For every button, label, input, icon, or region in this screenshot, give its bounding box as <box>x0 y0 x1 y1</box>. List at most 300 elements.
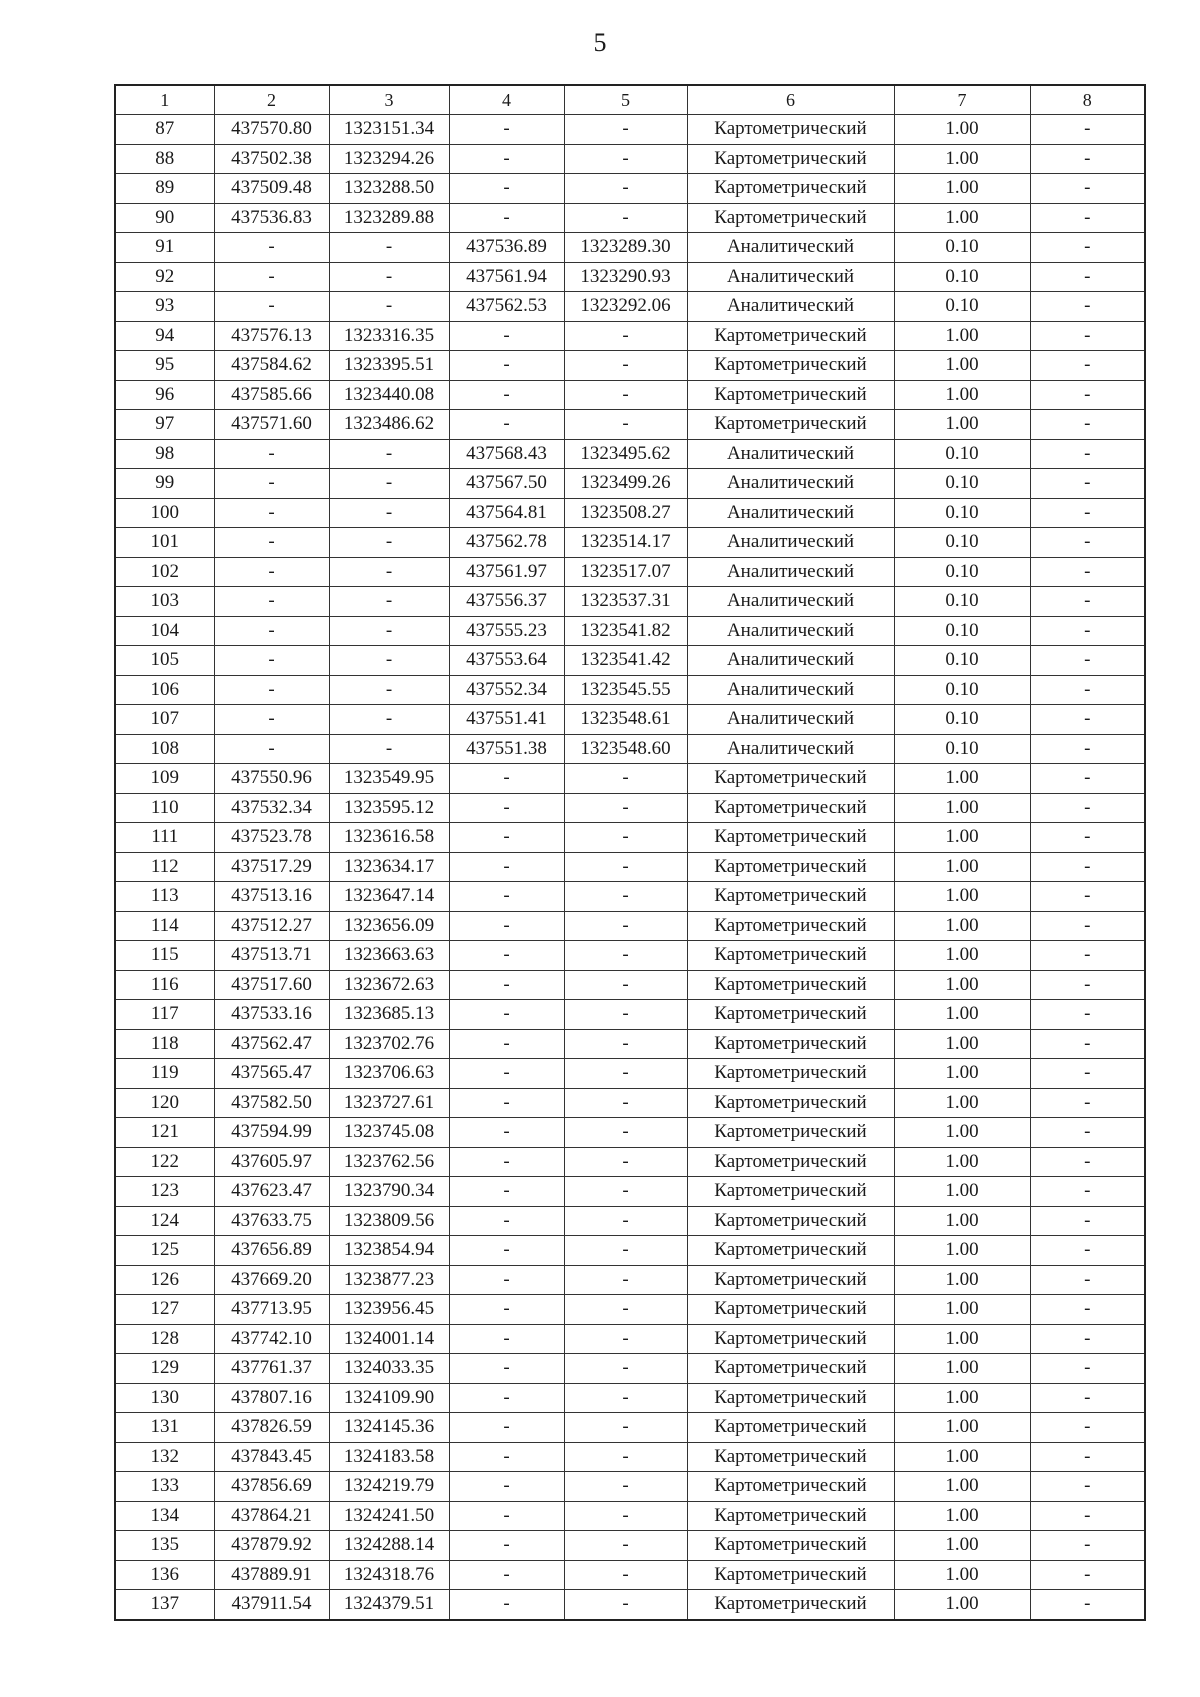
table-row <box>115 174 1145 204</box>
table-cell: 1323495.62 <box>564 439 687 469</box>
table-cell: - <box>449 1118 564 1148</box>
table-cell: 125 <box>115 1236 214 1266</box>
table-cell: - <box>1030 823 1145 853</box>
table-cell: 0.10 <box>894 528 1030 558</box>
table-cell: 1323702.76 <box>329 1029 449 1059</box>
table-cell: - <box>564 1324 687 1354</box>
table-cell: - <box>564 174 687 204</box>
table-cell: 0.10 <box>894 557 1030 587</box>
table-cell: - <box>1030 1354 1145 1384</box>
table-cell: 1323294.26 <box>329 144 449 174</box>
table-cell: 103 <box>115 587 214 617</box>
table-cell: Картометрический <box>687 1413 894 1443</box>
table-cell: - <box>449 1413 564 1443</box>
table-cell: 1323440.08 <box>329 380 449 410</box>
table-cell: 437551.41 <box>449 705 564 735</box>
table-cell: - <box>1030 793 1145 823</box>
table-cell: Картометрический <box>687 1029 894 1059</box>
table-cell: 120 <box>115 1088 214 1118</box>
table-cell: 437561.94 <box>449 262 564 292</box>
table-cell: - <box>214 705 329 735</box>
table-cell: - <box>1030 1383 1145 1413</box>
table-cell: 437807.16 <box>214 1383 329 1413</box>
table-cell: 135 <box>115 1531 214 1561</box>
table-cell: Аналитический <box>687 233 894 263</box>
table-cell: - <box>1030 882 1145 912</box>
table-cell: Картометрический <box>687 1501 894 1531</box>
table-cell: Картометрический <box>687 1059 894 1089</box>
table-cell: - <box>449 1354 564 1384</box>
table-cell: 97 <box>115 410 214 440</box>
table-cell: - <box>449 1590 564 1620</box>
table-cell: 94 <box>115 321 214 351</box>
table-cell: Картометрический <box>687 1206 894 1236</box>
table-cell: - <box>564 380 687 410</box>
table-row <box>115 498 1145 528</box>
table-row <box>115 970 1145 1000</box>
table-cell: - <box>564 764 687 794</box>
table-cell: - <box>329 292 449 322</box>
table-cell: - <box>214 734 329 764</box>
table-cell: 1.00 <box>894 1265 1030 1295</box>
table-cell: Картометрический <box>687 410 894 440</box>
table-cell: 1324145.36 <box>329 1413 449 1443</box>
table-cell: - <box>564 1147 687 1177</box>
table-cell: - <box>1030 380 1145 410</box>
table-cell: Картометрический <box>687 1324 894 1354</box>
table-cell: 437761.37 <box>214 1354 329 1384</box>
table-row <box>115 1413 1145 1443</box>
table-cell: - <box>449 1000 564 1030</box>
table-cell: - <box>1030 1206 1145 1236</box>
table-cell: - <box>449 793 564 823</box>
table-row <box>115 1295 1145 1325</box>
table-row <box>115 1000 1145 1030</box>
table-cell: 0.10 <box>894 469 1030 499</box>
table-cell: 130 <box>115 1383 214 1413</box>
table-cell: - <box>1030 1236 1145 1266</box>
table-cell: 437562.53 <box>449 292 564 322</box>
table-cell: Аналитический <box>687 498 894 528</box>
table-cell: - <box>1030 911 1145 941</box>
table-cell: 89 <box>115 174 214 204</box>
table-cell: 105 <box>115 646 214 676</box>
table-cell: 1.00 <box>894 911 1030 941</box>
table-row <box>115 911 1145 941</box>
table-cell: - <box>329 616 449 646</box>
header-cell: 8 <box>1030 85 1145 115</box>
table-cell: - <box>1030 616 1145 646</box>
table-cell: 437509.48 <box>214 174 329 204</box>
table-cell: - <box>564 970 687 1000</box>
table-cell: - <box>564 1383 687 1413</box>
table-cell: 107 <box>115 705 214 735</box>
table-cell: 0.10 <box>894 292 1030 322</box>
table-cell: 1324183.58 <box>329 1442 449 1472</box>
table-cell: 1323517.07 <box>564 557 687 587</box>
table-cell: 1323289.88 <box>329 203 449 233</box>
table-cell: Аналитический <box>687 646 894 676</box>
table-cell: 437517.60 <box>214 970 329 1000</box>
table-cell: 1323316.35 <box>329 321 449 351</box>
table-cell: 437826.59 <box>214 1413 329 1443</box>
table-cell: 437571.60 <box>214 410 329 440</box>
table-cell: - <box>449 1029 564 1059</box>
table-cell: Аналитический <box>687 587 894 617</box>
table-row <box>115 1059 1145 1089</box>
table-cell: Картометрический <box>687 970 894 1000</box>
table-cell: 134 <box>115 1501 214 1531</box>
table-cell: 1323541.82 <box>564 616 687 646</box>
table-cell: - <box>1030 970 1145 1000</box>
table-cell: 437623.47 <box>214 1177 329 1207</box>
table-cell: - <box>449 1442 564 1472</box>
table-cell: - <box>1030 734 1145 764</box>
table-cell: 437502.38 <box>214 144 329 174</box>
table-cell: - <box>1030 1442 1145 1472</box>
table-cell: 437513.71 <box>214 941 329 971</box>
table-cell: 1.00 <box>894 1472 1030 1502</box>
table-cell: 437568.43 <box>449 439 564 469</box>
table-cell: 132 <box>115 1442 214 1472</box>
table-cell: 437656.89 <box>214 1236 329 1266</box>
table-cell: 437512.27 <box>214 911 329 941</box>
table-cell: 1.00 <box>894 1118 1030 1148</box>
table-cell: - <box>564 941 687 971</box>
table-cell: - <box>329 705 449 735</box>
table-cell: 1323548.60 <box>564 734 687 764</box>
table-cell: - <box>214 616 329 646</box>
table-cell: Картометрический <box>687 351 894 381</box>
table-row <box>115 675 1145 705</box>
table-cell: 90 <box>115 203 214 233</box>
table-row <box>115 1265 1145 1295</box>
table-cell: - <box>329 439 449 469</box>
table-cell: - <box>1030 1472 1145 1502</box>
table-row <box>115 1531 1145 1561</box>
table-cell: 437555.23 <box>449 616 564 646</box>
table-cell: 437533.16 <box>214 1000 329 1030</box>
table-cell: - <box>1030 1059 1145 1089</box>
table-cell: 1.00 <box>894 1206 1030 1236</box>
table-cell: - <box>214 675 329 705</box>
table-cell: - <box>449 321 564 351</box>
table-cell: 1323289.30 <box>564 233 687 263</box>
table-cell: Картометрический <box>687 1118 894 1148</box>
header-row <box>115 85 1145 115</box>
table-cell: 1.00 <box>894 1531 1030 1561</box>
table-cell: - <box>564 1118 687 1148</box>
table-cell: - <box>564 144 687 174</box>
table-cell: - <box>449 1560 564 1590</box>
table-cell: Картометрический <box>687 144 894 174</box>
table-row <box>115 587 1145 617</box>
table-cell: - <box>1030 705 1145 735</box>
table-cell: 1323854.94 <box>329 1236 449 1266</box>
table-cell: 109 <box>115 764 214 794</box>
table-cell: 437536.89 <box>449 233 564 263</box>
table-cell: 0.10 <box>894 734 1030 764</box>
table-cell: - <box>449 1088 564 1118</box>
table-cell: - <box>214 262 329 292</box>
table-cell: 1323508.27 <box>564 498 687 528</box>
table-cell: - <box>564 911 687 941</box>
table-cell: 127 <box>115 1295 214 1325</box>
table-row <box>115 1383 1145 1413</box>
table-cell: 1323706.63 <box>329 1059 449 1089</box>
table-cell: - <box>449 203 564 233</box>
table-cell: Картометрический <box>687 1000 894 1030</box>
table-row <box>115 823 1145 853</box>
table-cell: 1323549.95 <box>329 764 449 794</box>
table-cell: 1323956.45 <box>329 1295 449 1325</box>
table-cell: - <box>1030 1560 1145 1590</box>
table-cell: 1.00 <box>894 941 1030 971</box>
table-cell: 437576.13 <box>214 321 329 351</box>
table-cell: - <box>1030 1118 1145 1148</box>
table-cell: Аналитический <box>687 469 894 499</box>
table-cell: 110 <box>115 793 214 823</box>
table-cell: 437584.62 <box>214 351 329 381</box>
table-cell: 1323292.06 <box>564 292 687 322</box>
table-row <box>115 410 1145 440</box>
table-cell: 1.00 <box>894 1236 1030 1266</box>
table-cell: - <box>1030 1501 1145 1531</box>
table-cell: 1.00 <box>894 1383 1030 1413</box>
table-cell: 1.00 <box>894 115 1030 145</box>
table-cell: 118 <box>115 1029 214 1059</box>
table-cell: - <box>564 1295 687 1325</box>
table-cell: 117 <box>115 1000 214 1030</box>
table-cell: - <box>329 498 449 528</box>
table-header <box>115 85 1145 115</box>
table-row <box>115 1501 1145 1531</box>
table-cell: 0.10 <box>894 498 1030 528</box>
table-cell: - <box>449 1383 564 1413</box>
table-row <box>115 616 1145 646</box>
table-cell: 87 <box>115 115 214 145</box>
table-cell: - <box>214 292 329 322</box>
table-cell: Картометрический <box>687 1472 894 1502</box>
table-cell: - <box>1030 262 1145 292</box>
table-cell: 1323790.34 <box>329 1177 449 1207</box>
table-cell: - <box>449 941 564 971</box>
table-cell: 437561.97 <box>449 557 564 587</box>
table-cell: 437585.66 <box>214 380 329 410</box>
header-cell: 3 <box>329 85 449 115</box>
table-cell: Аналитический <box>687 734 894 764</box>
table-cell: - <box>214 469 329 499</box>
table-cell: Картометрический <box>687 852 894 882</box>
table-cell: - <box>564 793 687 823</box>
table-cell: Картометрический <box>687 941 894 971</box>
table-cell: 437889.91 <box>214 1560 329 1590</box>
table-cell: 1323809.56 <box>329 1206 449 1236</box>
table-cell: - <box>564 115 687 145</box>
table-cell: - <box>449 911 564 941</box>
table-cell: 437605.97 <box>214 1147 329 1177</box>
table-cell: - <box>329 262 449 292</box>
table-cell: 437513.16 <box>214 882 329 912</box>
table-cell: 100 <box>115 498 214 528</box>
table-cell: 1.00 <box>894 1354 1030 1384</box>
table-row <box>115 705 1145 735</box>
table-cell: - <box>449 1206 564 1236</box>
table-row <box>115 734 1145 764</box>
table-cell: 1323595.12 <box>329 793 449 823</box>
table-cell: - <box>564 1531 687 1561</box>
table-cell: - <box>564 410 687 440</box>
table-cell: 133 <box>115 1472 214 1502</box>
table-cell: 437864.21 <box>214 1501 329 1531</box>
table-cell: - <box>1030 410 1145 440</box>
table-cell: 437633.75 <box>214 1206 329 1236</box>
table-cell: 1323151.34 <box>329 115 449 145</box>
table-cell: - <box>564 1413 687 1443</box>
table-cell: - <box>564 1560 687 1590</box>
table-cell: - <box>214 587 329 617</box>
table-cell: 1323548.61 <box>564 705 687 735</box>
table-cell: Аналитический <box>687 528 894 558</box>
table-cell: 1324033.35 <box>329 1354 449 1384</box>
table-cell: 437553.64 <box>449 646 564 676</box>
table-cell: - <box>449 823 564 853</box>
table-cell: - <box>1030 469 1145 499</box>
table-row <box>115 469 1145 499</box>
table-cell: - <box>564 1265 687 1295</box>
table-cell: - <box>449 1059 564 1089</box>
table-cell: - <box>564 1442 687 1472</box>
table-cell: - <box>564 1088 687 1118</box>
table-cell: 1.00 <box>894 1295 1030 1325</box>
table-row <box>115 646 1145 676</box>
table-cell: - <box>449 351 564 381</box>
table-cell: 1.00 <box>894 882 1030 912</box>
table-cell: 121 <box>115 1118 214 1148</box>
table-cell: - <box>1030 1147 1145 1177</box>
table-cell: 136 <box>115 1560 214 1590</box>
table-cell: 0.10 <box>894 439 1030 469</box>
table-cell: - <box>1030 1531 1145 1561</box>
table-cell: - <box>564 1354 687 1384</box>
table-cell: - <box>449 1472 564 1502</box>
table-cell: - <box>214 233 329 263</box>
table-cell: - <box>449 1531 564 1561</box>
table-cell: 1.00 <box>894 1059 1030 1089</box>
table-cell: 1.00 <box>894 764 1030 794</box>
table-cell: - <box>1030 675 1145 705</box>
table-row <box>115 233 1145 263</box>
table-cell: 1.00 <box>894 852 1030 882</box>
table-cell: - <box>564 1590 687 1620</box>
table-cell: - <box>1030 1088 1145 1118</box>
table-cell: 1.00 <box>894 351 1030 381</box>
table-cell: - <box>1030 852 1145 882</box>
table-row <box>115 203 1145 233</box>
table-cell: - <box>449 764 564 794</box>
table-cell: - <box>1030 233 1145 263</box>
table-cell: - <box>1030 587 1145 617</box>
table-cell: - <box>1030 1324 1145 1354</box>
table-cell: - <box>449 1501 564 1531</box>
table-cell: Картометрический <box>687 1560 894 1590</box>
table-cell: 1323647.14 <box>329 882 449 912</box>
table-cell: 1.00 <box>894 1147 1030 1177</box>
table-cell: 0.10 <box>894 587 1030 617</box>
table-row <box>115 1088 1145 1118</box>
table-cell: - <box>564 1059 687 1089</box>
table-cell: 1.00 <box>894 1560 1030 1590</box>
table-cell: 1323288.50 <box>329 174 449 204</box>
table-cell: - <box>1030 1413 1145 1443</box>
table-cell: 437856.69 <box>214 1472 329 1502</box>
table-cell: 437523.78 <box>214 823 329 853</box>
table-row <box>115 439 1145 469</box>
table-cell: 88 <box>115 144 214 174</box>
table-cell: 437713.95 <box>214 1295 329 1325</box>
table-cell: Картометрический <box>687 203 894 233</box>
table-cell: 437552.34 <box>449 675 564 705</box>
table-cell: 437843.45 <box>214 1442 329 1472</box>
table-cell: 1.00 <box>894 174 1030 204</box>
table-cell: Картометрический <box>687 1265 894 1295</box>
table-cell: 1323616.58 <box>329 823 449 853</box>
table-cell: - <box>1030 203 1145 233</box>
table-cell: Картометрический <box>687 1177 894 1207</box>
table-cell: - <box>1030 321 1145 351</box>
table-cell: 1.00 <box>894 1088 1030 1118</box>
table-cell: 437536.83 <box>214 203 329 233</box>
table-cell: 1.00 <box>894 793 1030 823</box>
table-cell: Картометрический <box>687 174 894 204</box>
table-cell: - <box>329 233 449 263</box>
table-cell: - <box>564 1236 687 1266</box>
table-cell: - <box>449 1324 564 1354</box>
table-cell: 1.00 <box>894 1000 1030 1030</box>
header-cell: 2 <box>214 85 329 115</box>
table-cell: - <box>449 1265 564 1295</box>
table-cell: 1.00 <box>894 144 1030 174</box>
table-cell: 1323290.93 <box>564 262 687 292</box>
table-cell: 1323634.17 <box>329 852 449 882</box>
table-cell: 122 <box>115 1147 214 1177</box>
table-cell: 1323663.63 <box>329 941 449 971</box>
table-cell: 1323656.09 <box>329 911 449 941</box>
table-cell: 128 <box>115 1324 214 1354</box>
table-cell: - <box>449 174 564 204</box>
table-row <box>115 1590 1145 1620</box>
table-cell: 1324379.51 <box>329 1590 449 1620</box>
table-cell: 1323685.13 <box>329 1000 449 1030</box>
table-row <box>115 380 1145 410</box>
table-cell: - <box>449 970 564 1000</box>
table-cell: - <box>329 587 449 617</box>
table-cell: Аналитический <box>687 616 894 646</box>
table-cell: 108 <box>115 734 214 764</box>
table-cell: - <box>1030 646 1145 676</box>
table-cell: - <box>449 115 564 145</box>
table-cell: - <box>329 469 449 499</box>
table-cell: 93 <box>115 292 214 322</box>
table-cell: 91 <box>115 233 214 263</box>
table-cell: Картометрический <box>687 321 894 351</box>
table-cell: 1.00 <box>894 1590 1030 1620</box>
table-cell: 106 <box>115 675 214 705</box>
table-row <box>115 1236 1145 1266</box>
header-cell: 4 <box>449 85 564 115</box>
table-cell: Аналитический <box>687 675 894 705</box>
table-cell: Картометрический <box>687 793 894 823</box>
